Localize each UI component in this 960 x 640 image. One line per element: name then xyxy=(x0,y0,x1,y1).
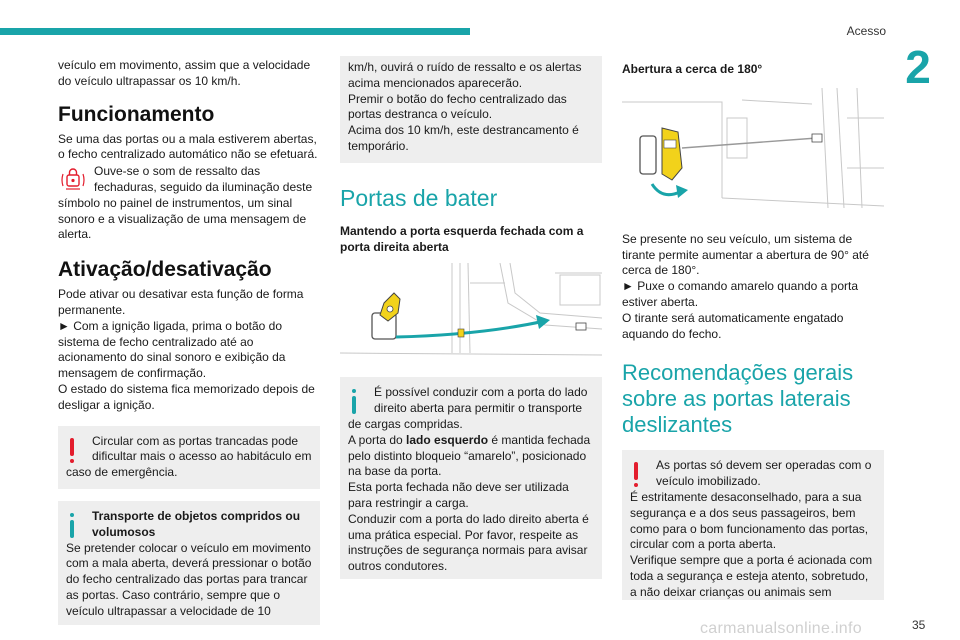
warning-2-line-1: As portas só devem ser operadas com o xyxy=(656,458,872,473)
warning-box-2 xyxy=(622,450,884,600)
info-2-paragraph-3: Esta porta fechada não deve ser utilizada para restringir a carga. xyxy=(348,480,569,510)
column-middle xyxy=(340,56,602,579)
act-paragraph-2: ► Com a ignição ligada, prima o botão do sistema de fecho centralizado até ao acionamento do sinal sonoro e exibição da mensagem de confirmação. xyxy=(58,318,286,381)
info-box-1 xyxy=(58,501,320,625)
warning-2-paragraph-2: É estritamente desaconselhado, para a sua segurança e a dos seus passageiros, bem como para o bom funcionamento das portas, circular com a porta aberta. xyxy=(630,489,869,552)
warning-box-1 xyxy=(58,426,320,489)
column-left xyxy=(58,56,320,625)
info-2-line-2: direito aberta para permitir o transporte xyxy=(374,401,583,416)
warning-1-rest: caso de emergência. xyxy=(66,465,178,480)
figure-rear-door-lock xyxy=(340,263,602,363)
figure-door-tie-rod xyxy=(622,88,884,216)
act-paragraph-3: O estado do sistema fica memorizado depois de desligar a ignição. xyxy=(58,381,315,412)
func-paragraph-1: Se uma das portas ou a mala estiverem abertas, o fecho centralizado automático não se efetuará. xyxy=(58,131,318,162)
heading-portas-de-bater: Portas de bater xyxy=(340,184,498,211)
func-paragraph-2: símbolo no painel de instrumentos, um sinal sonoro e a visualização de uma mensagem de alerta. xyxy=(58,195,307,242)
page-number: 35 xyxy=(912,618,926,632)
func-icon-line-1: Ouve-se o som de ressalto das xyxy=(94,164,261,179)
warning-2-paragraph-3: Verifique sempre que a porta é acionada com toda a segurança e esteja atento, sobretudo, a não deixar crianças ou animais sem xyxy=(630,553,873,599)
subheading-porta-esquerda: Mantendo a porta esquerda fechada com a porta direita aberta xyxy=(340,223,584,254)
info-icon xyxy=(350,389,358,415)
cont-paragraph-2: Premir o botão do fecho centralizado das portas destranca o veículo. xyxy=(348,91,567,122)
warning-icon xyxy=(632,462,640,488)
header-accent-bar xyxy=(0,28,470,35)
footer-watermark: carmanualsonline.info xyxy=(700,620,862,637)
info-box-2 xyxy=(340,377,602,579)
warning-2-line-2: veículo imobilizado. xyxy=(656,474,761,489)
info-1-body: Se pretender colocar o veículo em movimento com a mala aberta, deverá pressionar o botão do fecho centralizado das portas para trancar as portas. Caso contrário, sempre que o veículo ultrapassar a velocidade de 10 xyxy=(66,540,312,618)
cont-paragraph-1: km/h, ouvirá o ruído de ressalto e os alertas acima mencionados aparecerão. xyxy=(348,60,582,90)
heading-recomendacoes: Recomendações gerais sobre as portas laterais deslizantes xyxy=(622,360,854,438)
subheading-abertura-180: Abertura a cerca de 180° xyxy=(622,62,763,76)
column-right xyxy=(622,56,884,600)
info-1-title-line-1: Transporte de objetos compridos ou xyxy=(92,508,301,523)
info-icon xyxy=(68,513,76,539)
info-2-p2-c: é mantida fechada pelo distinto bloqueio “amarelo”, posicionado na base da porta. xyxy=(348,432,591,479)
cont-paragraph-3: Acima dos 10 km/h, este destrancamento é temporário. xyxy=(348,123,579,153)
tie-rod-paragraph-1: Se presente no seu veículo, um sistema de tirante permite aumentar a abertura de 90° até cerca de 180°. xyxy=(622,231,869,278)
tie-rod-paragraph-2: ► Puxe o comando amarelo quando a porta estiver aberta. xyxy=(622,279,859,309)
warning-icon xyxy=(68,438,76,464)
info-2-paragraph-2 xyxy=(348,433,594,480)
lock-alert-icon xyxy=(60,166,86,194)
chapter-number: 2 xyxy=(905,41,931,93)
tie-rod-paragraph-3: O tirante será automaticamente engatado aquando do fecho. xyxy=(622,310,844,341)
info-2-line-3: de cargas compridas. xyxy=(348,416,463,431)
func-icon-line-2: fechaduras, seguido da iluminação deste xyxy=(94,179,313,194)
intro-text: veículo em movimento, assim que a velocidade do veículo ultrapassar os 10 km/h. xyxy=(58,58,311,88)
heading-ativacao: Ativação/desativação xyxy=(58,258,272,282)
info-2-line-1: É possível conduzir com a porta do lado xyxy=(374,385,588,400)
header-section-title: Acesso xyxy=(846,24,886,38)
info-2-paragraph-4: Conduzir com a porta do lado direito aberta é uma prática especial. Por favor, respeite as instruções de segurança normais para avisar outros condutores. xyxy=(348,511,589,574)
act-paragraph-1: Pode ativar ou desativar esta função de forma permanente. xyxy=(58,287,304,317)
heading-funcionamento: Funcionamento xyxy=(58,102,215,126)
continued-info-box xyxy=(340,56,602,163)
warning-1-line-1: Circular com as portas trancadas pode xyxy=(92,433,299,448)
info-2-p2-bold: lado esquerdo xyxy=(406,432,489,447)
func-icon-row xyxy=(58,164,320,196)
warning-1-line-2: dificultar mais o acesso ao habitáculo em xyxy=(92,449,312,464)
info-2-p2-a: A porta do xyxy=(348,432,407,447)
info-1-title-line-2: volumosos xyxy=(92,524,156,539)
